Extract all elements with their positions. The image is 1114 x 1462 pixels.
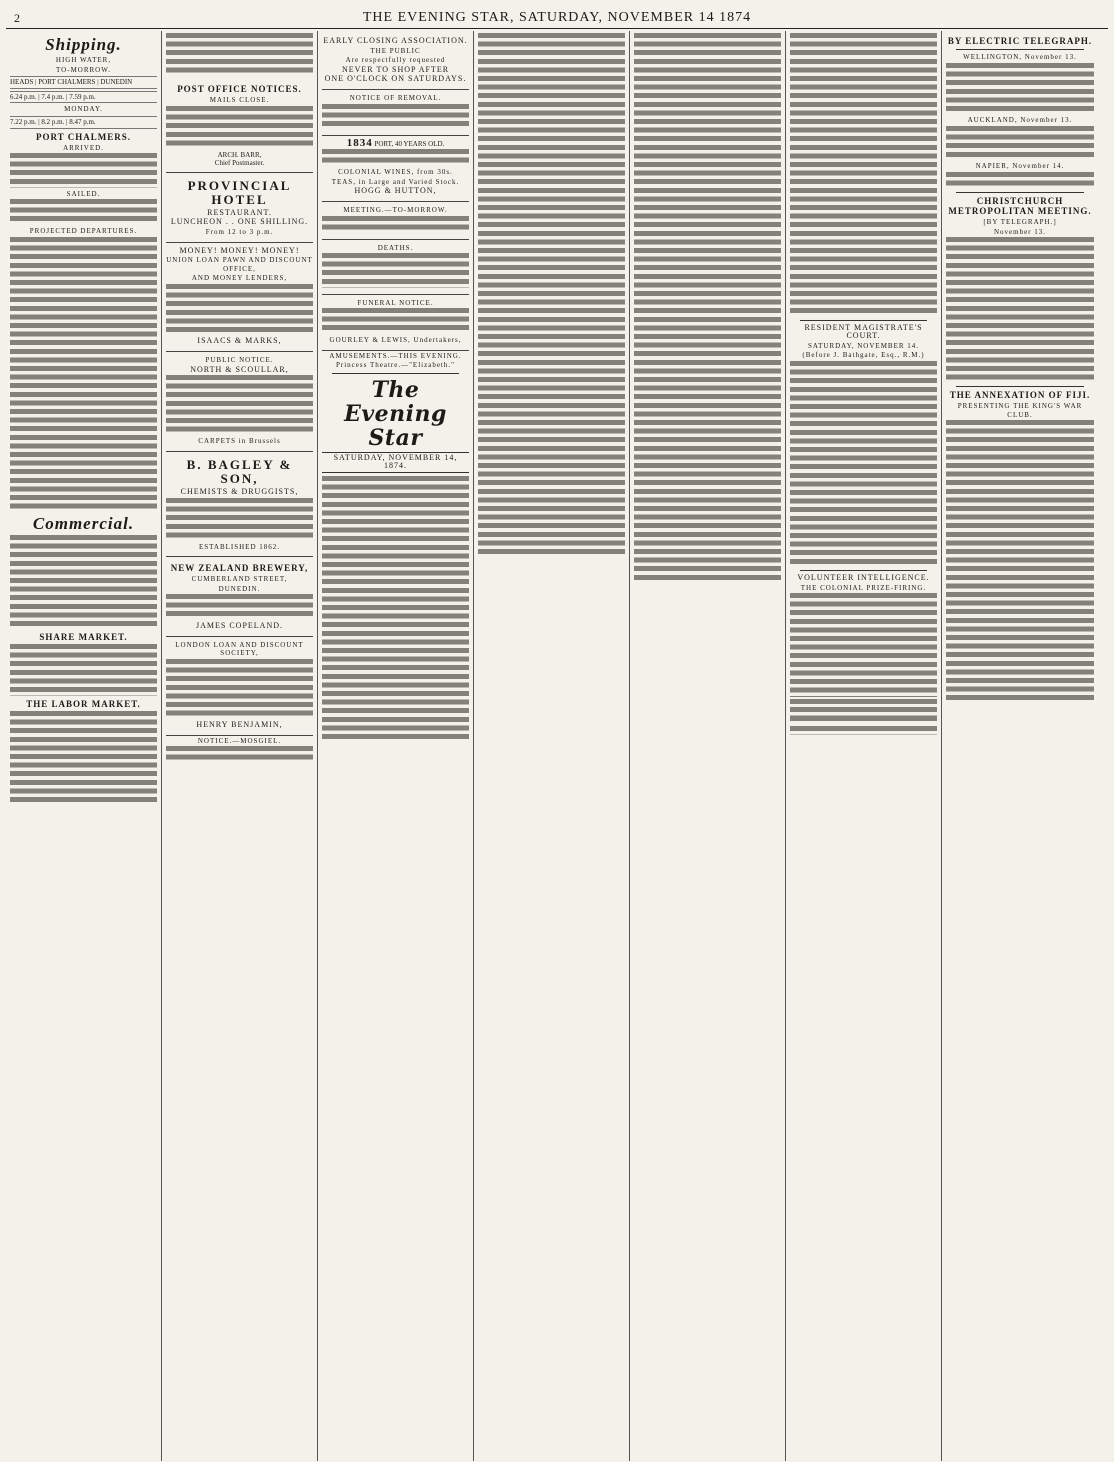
auckland-text bbox=[946, 126, 1094, 160]
deaths-heading: DEATHS. bbox=[377, 243, 414, 252]
mails-close: MAILS CLOSE. bbox=[209, 95, 270, 104]
resident-magistrate-heading: RESIDENT MAGISTRATE'S COURT. bbox=[804, 322, 923, 341]
hogg-hutton: HOGG & HUTTON, bbox=[354, 186, 437, 196]
labor-market-text bbox=[10, 711, 157, 806]
established: ESTABLISHED 1862. bbox=[199, 542, 280, 551]
removal-heading: NOTICE OF REMOVAL. bbox=[349, 93, 442, 102]
money-heading: MONEY! MONEY! MONEY! bbox=[179, 245, 300, 255]
column-5 bbox=[630, 31, 786, 1461]
the-public: THE PUBLIC bbox=[370, 46, 421, 55]
auckland-dateline: AUCKLAND, November 13. bbox=[967, 116, 1073, 125]
commercial-heading: Commercial. bbox=[32, 513, 135, 533]
column-2 bbox=[162, 31, 318, 1461]
volunteer-heading: VOLUNTEER INTELLIGENCE. bbox=[797, 573, 930, 583]
brewery-heading: NEW ZEALAND BREWERY, bbox=[170, 563, 309, 574]
tide-values-1: 6.24 p.m. | 7.4 p.m. | 7.59 p.m. bbox=[10, 91, 157, 104]
bagley-heading: B. BAGLEY & SON, bbox=[186, 456, 293, 486]
masthead bbox=[6, 6, 1108, 29]
deaths-ad bbox=[322, 240, 469, 295]
editorial-text bbox=[322, 476, 469, 742]
napier-dateline: NAPIER, November 14. bbox=[975, 162, 1065, 171]
teas: TEAS, in Large and Varied Stock. bbox=[331, 177, 460, 186]
north-scoullar-text bbox=[166, 375, 313, 435]
meeting-ad bbox=[322, 202, 469, 240]
year-1834: 1834 bbox=[346, 137, 373, 150]
wine-text bbox=[322, 149, 469, 166]
removal-ad bbox=[322, 90, 469, 136]
postmaster-title: Chief Postmaster. bbox=[214, 159, 265, 168]
funeral-heading: FUNERAL NOTICE. bbox=[357, 298, 434, 307]
one-oclock: ONE O'CLOCK ON SATURDAYS. bbox=[324, 74, 467, 84]
column-3 bbox=[318, 31, 474, 1461]
copeland: JAMES COPELAND. bbox=[195, 621, 283, 631]
gourley-lewis: GOURLEY & LEWIS, Undertakers, bbox=[329, 336, 462, 345]
court-date: SATURDAY, NOVEMBER 14. bbox=[807, 341, 920, 350]
editorial-date: SATURDAY, NOVEMBER 14, 1874. bbox=[322, 452, 469, 473]
christchurch-heading: CHRISTCHURCH METROPOLITAN MEETING. bbox=[948, 195, 1092, 216]
funeral-text bbox=[322, 308, 469, 334]
provincial-hotel-heading: PROVINCIAL HOTEL bbox=[187, 177, 292, 207]
provincial-hotel-ad bbox=[166, 173, 313, 243]
restaurant: RESTAURANT. bbox=[207, 207, 272, 217]
high-water: HIGH WATER, bbox=[55, 56, 112, 64]
column-1 bbox=[6, 31, 162, 1461]
columns bbox=[6, 31, 1108, 1461]
removal-text bbox=[322, 104, 469, 130]
pawn-ad bbox=[166, 243, 313, 353]
post-office-ad bbox=[166, 78, 313, 173]
wellington-dateline: WELLINGTON, November 13. bbox=[963, 53, 1077, 61]
isaacs-marks: ISAACS & MARKS, bbox=[197, 336, 282, 346]
column-4 bbox=[474, 31, 630, 1461]
amusements-heading: AMUSEMENTS.—THIS EVENING. bbox=[329, 351, 462, 360]
monday: MONDAY. bbox=[64, 105, 103, 114]
prize-firing: THE COLONIAL PRIZE-FIRING. bbox=[800, 583, 927, 592]
brewery-text bbox=[166, 594, 313, 620]
money-lenders: AND MONEY LENDERS, bbox=[191, 274, 288, 283]
court-text bbox=[790, 361, 937, 567]
by-telegraph: [BY TELEGRAPH.] bbox=[983, 217, 1057, 226]
post-office-heading: POST OFFICE NOTICES. bbox=[177, 83, 302, 94]
shepherds-text bbox=[166, 33, 313, 76]
evening-star-nameplate: The Evening Star bbox=[344, 376, 447, 451]
luncheon: LUNCHEON . . ONE SHILLING. bbox=[170, 217, 309, 227]
port-chalmers-heading: PORT CHALMERS. bbox=[35, 131, 132, 142]
news-text-5 bbox=[634, 33, 781, 583]
annexation-text bbox=[946, 420, 1094, 704]
brewery-ad bbox=[166, 557, 313, 637]
share-market-heading: SHARE MARKET. bbox=[39, 632, 128, 643]
wellington-text bbox=[946, 63, 1094, 115]
projected-text bbox=[10, 237, 157, 512]
napier-text bbox=[946, 172, 1094, 189]
shipping-heading: Shipping. bbox=[45, 35, 122, 54]
volunteer-text bbox=[790, 593, 937, 696]
arrived-heading: ARRIVED. bbox=[63, 143, 104, 152]
volunteer-tail bbox=[790, 726, 937, 735]
labor-market-heading: THE LABOR MARKET. bbox=[26, 698, 141, 709]
telegraph-heading: BY ELECTRIC TELEGRAPH. bbox=[947, 36, 1093, 46]
early-closing: EARLY CLOSING ASSOCIATION. bbox=[323, 36, 468, 45]
loan-society-text bbox=[166, 659, 313, 719]
presenting-war-club: PRESENTING THE KING'S WAR CLUB. bbox=[957, 402, 1083, 419]
tomorrow: TO-MORROW. bbox=[56, 65, 111, 74]
henry-benjamin: HENRY BENJAMIN, bbox=[196, 720, 283, 730]
never-shop: NEVER TO SHOP AFTER bbox=[341, 64, 450, 74]
luncheon-hours: From 12 to 3 p.m. bbox=[205, 227, 274, 236]
bagley-ad bbox=[166, 452, 313, 557]
post-office-text bbox=[166, 106, 313, 149]
pawn-text bbox=[166, 284, 313, 336]
respectfully: Are respectfully requested bbox=[345, 56, 446, 65]
mosgiel-notice: NOTICE.—MOSGIEL. bbox=[197, 736, 282, 745]
meeting-heading: MEETING.—TO-MORROW. bbox=[343, 205, 448, 214]
nov-13: November 13. bbox=[993, 227, 1047, 236]
loan-society-heading: LONDON LOAN AND DISCOUNT SOCIETY, bbox=[175, 640, 304, 658]
north-scoullar-heading: NORTH & SCOULLAR, bbox=[190, 364, 289, 374]
mosgiel-text bbox=[166, 746, 313, 763]
court-before: (Before J. Bathgate, Esq., R.M.) bbox=[802, 351, 925, 360]
cumberland-street: CUMBERLAND STREET, bbox=[191, 575, 288, 584]
column-7 bbox=[942, 31, 1098, 1461]
north-scoullar-ad bbox=[166, 352, 313, 452]
public-notice: PUBLIC NOTICE. bbox=[205, 356, 274, 365]
wine-ad bbox=[322, 136, 469, 202]
early-closing-ad bbox=[322, 33, 469, 90]
tide-heads: HEADS | PORT CHALMERS | DUNEDIN bbox=[10, 76, 157, 89]
bagley-text bbox=[166, 498, 313, 541]
sailed-text bbox=[10, 199, 157, 225]
port-wine: PORT, 40 YEARS OLD. bbox=[374, 140, 445, 149]
chemists: CHEMISTS & DRUGGISTS, bbox=[180, 486, 299, 496]
princess-theatre: Princess Theatre.—"Elizabeth." bbox=[336, 361, 455, 370]
dunedin: DUNEDIN. bbox=[218, 584, 261, 593]
projected-heading: PROJECTED DEPARTURES. bbox=[29, 226, 138, 235]
page-number: 2 bbox=[14, 11, 20, 25]
colonial-wines: COLONIAL WINES, from 30s. bbox=[338, 168, 453, 177]
carpets: CARPETS in Brussels bbox=[198, 437, 281, 446]
meeting-text bbox=[322, 216, 469, 233]
postmaster-signature: ARCH. BARR, bbox=[217, 150, 262, 159]
sailed-heading: SAILED. bbox=[66, 189, 101, 198]
share-market-text bbox=[10, 644, 157, 696]
commercial-text bbox=[10, 535, 157, 630]
prize-table bbox=[790, 699, 937, 725]
deaths-text bbox=[322, 253, 469, 287]
masthead-title: THE EVENING STAR, SATURDAY, NOVEMBER 14 1874 bbox=[362, 10, 752, 25]
tide-values-2: 7.22 p.m. | 8.2 p.m. | 8.47 p.m. bbox=[10, 116, 157, 129]
funeral-ad bbox=[322, 295, 469, 351]
editorial-continued bbox=[478, 33, 625, 557]
racing-text bbox=[946, 237, 1094, 383]
arrivals-text bbox=[10, 153, 157, 187]
news-text-6a bbox=[790, 33, 937, 317]
column-6 bbox=[786, 31, 942, 1461]
annexation-heading: THE ANNEXATION OF FIJI. bbox=[949, 390, 1091, 401]
loan-society-ad bbox=[166, 637, 313, 736]
union-loan: UNION LOAN PAWN AND DISCOUNT OFFICE, bbox=[166, 256, 313, 273]
